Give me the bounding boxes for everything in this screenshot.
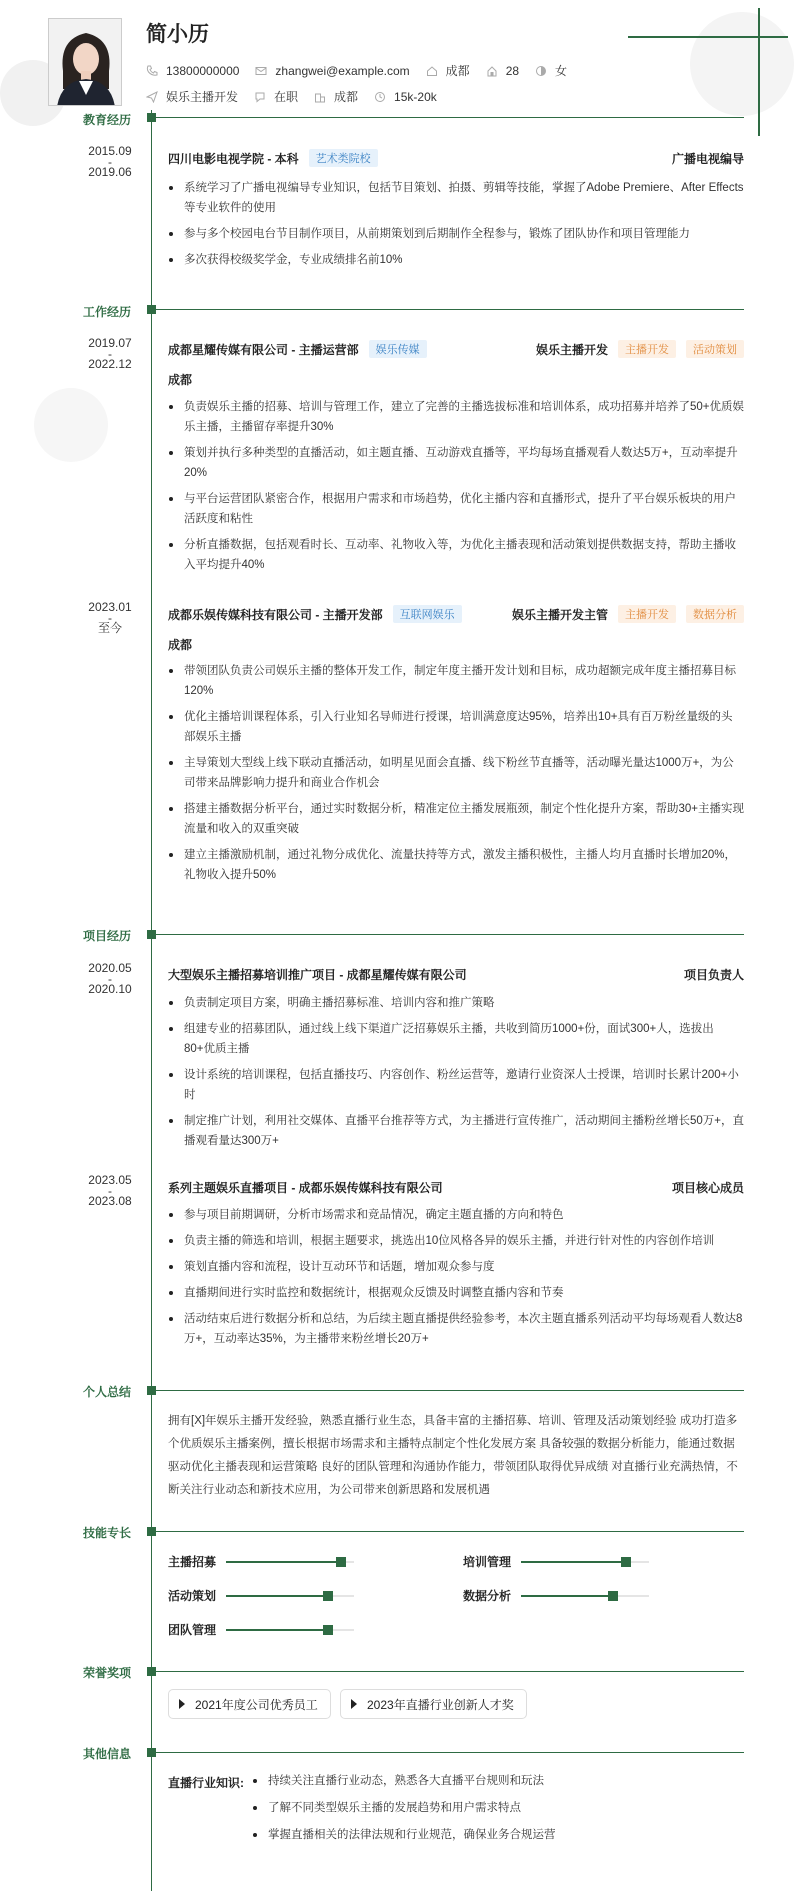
skill-knob [323,1625,333,1635]
home-icon [426,65,438,77]
timeline-node [147,930,156,939]
skill-item [168,1587,354,1604]
corner-accent [758,8,760,136]
other-list [252,1771,556,1852]
skill-item [463,1587,649,1604]
phone-icon [146,65,158,77]
list-item: 与平台运营团队紧密合作，根据用户需求和市场趋势，优化主播内容和直播形式，提升了平台娱乐板块的用户活跃度和粘性 [168,489,744,529]
work-position [512,605,744,623]
project-date [80,1173,140,1209]
play-icon [351,1699,357,1709]
timeline-node [147,1527,156,1536]
decor-circle [34,388,108,462]
section-title-other: 其他信息 [83,1747,132,1761]
skill-knob [608,1591,618,1601]
other-label: 直播行业知识: [168,1776,244,1790]
award-item [340,1689,527,1719]
work-location: 成都 [168,638,193,652]
skill-bar [226,1629,354,1631]
timeline-node [147,1667,156,1676]
email-text: zhangwei@example.com [275,63,410,78]
send-icon [146,91,158,103]
work-position [536,340,744,358]
work-date [80,336,140,372]
list-item: 负责制定项目方案，明确主播招募标准、培训内容和推广策略 [168,993,744,1013]
section-rule [156,117,744,118]
gender-item [535,62,567,79]
section-title-skills: 技能专长 [83,1526,132,1540]
company-name: 成都乐娱传媒科技有限公司 - 主播开发部 [168,607,383,622]
date-start: 2019.07 [88,336,132,350]
section-rule [156,1671,744,1672]
building-icon [314,91,326,103]
section-rule [156,1752,744,1753]
project-date [80,961,140,997]
award-text: 2023年直播行业创新人才奖 [367,1697,514,1712]
list-item: 负责主播的筛选和培训，根据主题要求，挑选出10位风格各异的娱乐主播，并进行针对性的内容创作培训 [168,1231,744,1251]
skill-label: 活动策划 [168,1589,217,1603]
skill-label: 团队管理 [168,1623,217,1637]
gender-text: 女 [555,64,568,78]
position-tag: 数据分析 [686,605,744,623]
skill-item [168,1553,354,1570]
candidate-name: 简小历 [146,23,209,46]
position-tag: 主播开发 [618,605,676,623]
edu-date [80,144,140,180]
skill-knob [621,1557,631,1567]
section-title-education: 教育经历 [83,113,132,127]
timeline-node [147,1748,156,1757]
section-title-summary: 个人总结 [83,1385,132,1399]
skill-bar [521,1561,649,1563]
list-item: 建立主播激励机制，通过礼物分成优化、流量扶持等方式，激发主播积极性，主播人均月直播时长增加20%，礼物收入提升50% [168,845,744,885]
edu-major: 广播电视编导 [671,152,744,166]
phone-item [146,64,239,78]
corner-accent [628,36,788,38]
list-item: 参与多个校园电台节目制作项目，从前期策划到后期制作全程参与，锻炼了团队协作和项目管理能力 [168,224,744,244]
section-rule [156,1390,744,1391]
project-role: 项目负责人 [683,968,744,982]
skill-fill [226,1595,328,1597]
work-date [80,600,140,636]
summary-text: 拥有[X]年娱乐主播开发经验，熟悉直播行业生态，具备丰富的主播招募、培训、管理及活动策划经验 成功打造多个优质娱乐主播案例，擅长根据市场需求和主播特点制定个性化发展方案 具备较强的数据分析能力，能通过数据驱动优化主播表现和运营策略 良好的团队管理和沟通协作能力，带领团队取得优异成绩 对直播行业充满热情，不断关注行业动态和新技术应用，为公司带来创新思路和发展机遇 [168,1415,738,1496]
list-item: 策划并执行多种类型的直播活动，如主题直播、互动游戏直播等，平均每场直播观看人数达5万+，互动率提升20% [168,443,744,483]
section-rule [156,1531,744,1532]
awards-row [168,1689,744,1719]
mail-icon [255,65,267,77]
status-text: 在职 [274,90,299,104]
project-name: 大型娱乐主播招募培训推广项目 - 成都星耀传媒有限公司 [168,968,467,982]
edu-bullets [168,178,744,276]
skill-bar [226,1595,354,1597]
age-item [486,64,519,78]
list-item: 带领团队负责公司娱乐主播的整体开发工作，制定年度主播开发计划和目标，成功超额完成年度主播招募目标120% [168,661,744,701]
timeline-node [147,305,156,314]
list-item: 负责娱乐主播的招募、培训与管理工作，建立了完善的主播选拔标准和培训体系，成功招募并培养了50+优质娱乐主播，主播留存率提升30% [168,397,744,437]
list-item: 分析直播数据，包括观看时长、互动率、礼物收入等，为优化主播表现和活动策划提供数据支持，帮助主播收入平均提升40% [168,535,744,575]
section-title-work: 工作经历 [83,305,132,319]
list-item: 制定推广计划，利用社交媒体、直播平台推荐等方式，为主播进行宣传推广，活动期间主播粉丝增长50万+，直播观看量达300万+ [168,1111,744,1151]
date-sep: - [108,1184,112,1198]
date-start: 2023.05 [88,1173,132,1187]
date-sep: - [108,347,112,361]
list-item: 活动结束后进行数据分析和总结，为后续主题直播提供经验参考，本次主题直播系列活动平均每场观看人数达8万+，互动率达35%，为主播带来粉丝增长20万+ [168,1309,744,1349]
date-sep: - [108,611,112,625]
project-name: 系列主题娱乐直播项目 - 成都乐娱传媒科技有限公司 [168,1181,443,1195]
skill-label: 培训管理 [463,1555,512,1569]
section-title-project: 项目经历 [83,929,132,943]
skill-item [168,1621,354,1638]
date-sep: - [108,155,112,169]
section-title-awards: 荣誉奖项 [83,1666,132,1680]
decor-circle [690,12,794,116]
timeline-node [147,1386,156,1395]
skill-fill [521,1561,626,1563]
target-city-item [314,88,358,105]
list-item: 策划直播内容和流程，设计互动环节和话题，增加观众参与度 [168,1257,744,1277]
timeline-node [147,113,156,122]
list-item: 持续关注直播行业动态，熟悉各大直播平台规则和玩法 [252,1771,556,1791]
list-item: 直播期间进行实时监控和数据统计，根据观众反馈及时调整直播内容和节奏 [168,1283,744,1303]
position-tag: 主播开发 [618,340,676,358]
status-item [254,88,298,105]
work-bullets [168,661,744,891]
date-end: 2019.06 [88,165,132,179]
skill-fill [226,1629,328,1631]
skill-fill [226,1561,341,1563]
company-tag: 娱乐传媒 [369,340,427,358]
skill-knob [336,1557,346,1567]
award-item [168,1689,331,1719]
date-end: 至今 [97,621,122,635]
company-tag: 互联网娱乐 [393,605,462,623]
list-item: 系统学习了广播电视编导专业知识，包括节目策划、拍摄、剪辑等技能，掌握了Adobe Premiere、After Effects等专业软件的使用 [168,178,744,218]
age-icon [486,65,498,77]
phone-text: 13800000000 [166,63,240,78]
school-name: 四川电影电视学院 - 本科 [168,151,299,166]
intent-row [146,88,453,105]
date-start: 2015.09 [88,144,132,158]
work-bullets [168,397,744,581]
project-bullets [168,993,744,1157]
status-icon [254,91,266,103]
skill-knob [323,1591,333,1601]
list-item: 参与项目前期调研，分析市场需求和竞品情况，确定主题直播的方向和特色 [168,1205,744,1225]
position-name: 娱乐主播开发 [535,342,608,357]
skill-item [463,1553,649,1570]
date-start: 2023.01 [88,600,132,614]
city-text: 成都 [445,64,470,78]
date-sep: - [108,972,112,986]
project-role: 项目核心成员 [671,1181,744,1195]
age-text: 28 [505,63,520,78]
date-end: 2022.12 [88,357,132,371]
edu-school [168,149,378,167]
gender-icon [535,65,547,77]
list-item: 组建专业的招募团队，通过线上线下渠道广泛招募娱乐主播，共收到简历1000+份，面试300+人，选拔出80+优质主播 [168,1019,744,1059]
company-name: 成都星耀传媒有限公司 - 主播运营部 [168,342,359,357]
list-item: 掌握直播相关的法律法规和行业规范，确保业务合规运营 [252,1825,556,1845]
list-item: 优化主播培训课程体系，引入行业知名导师进行授课，培训满意度达95%，培养出10+具有百万粉丝量级的头部娱乐主播 [168,707,744,747]
award-text: 2021年度公司优秀员工 [195,1697,318,1712]
salary-item [374,90,437,104]
skill-fill [521,1595,613,1597]
target-city-text: 成都 [334,90,359,104]
work-company [168,605,462,623]
job-target-item [146,88,238,105]
date-start: 2020.05 [88,961,132,975]
list-item: 主导策划大型线上线下联动直播活动，如明星见面会直播、线下粉丝节直播等，活动曝光量达1000万+，为公司带来品牌影响力提升和商业合作机会 [168,753,744,793]
salary-text: 15k-20k [394,89,437,104]
play-icon [179,1699,185,1709]
list-item: 设计系统的培训课程，包括直播技巧、内容创作、粉丝运营等，邀请行业资深人士授课，培训时长累计200+小时 [168,1065,744,1105]
salary-icon [374,91,386,103]
email-item [255,64,409,78]
date-end: 2023.08 [88,1194,132,1208]
contact-row [146,62,583,79]
position-name: 娱乐主播开发主管 [511,607,608,622]
job-target-text: 娱乐主播开发 [166,90,239,104]
work-company [168,340,427,358]
project-bullets [168,1205,744,1355]
avatar [48,18,122,106]
section-rule [156,309,744,310]
work-location: 成都 [168,373,193,387]
skill-bar [226,1561,354,1563]
list-item: 多次获得校级奖学金，专业成绩排名前10% [168,250,744,270]
skill-bar [521,1595,649,1597]
list-item: 了解不同类型娱乐主播的发展趋势和用户需求特点 [252,1798,556,1818]
school-tag: 艺术类院校 [309,149,378,167]
section-rule [156,934,744,935]
position-tag: 活动策划 [686,340,744,358]
city-item [426,62,470,79]
skill-label: 主播招募 [168,1555,217,1569]
list-item: 搭建主播数据分析平台，通过实时数据分析，精准定位主播发展瓶颈，制定个性化提升方案，帮助30+主播实现流量和收入的双重突破 [168,799,744,839]
timeline-line [151,110,152,1891]
date-end: 2020.10 [88,982,132,996]
skill-label: 数据分析 [463,1589,512,1603]
